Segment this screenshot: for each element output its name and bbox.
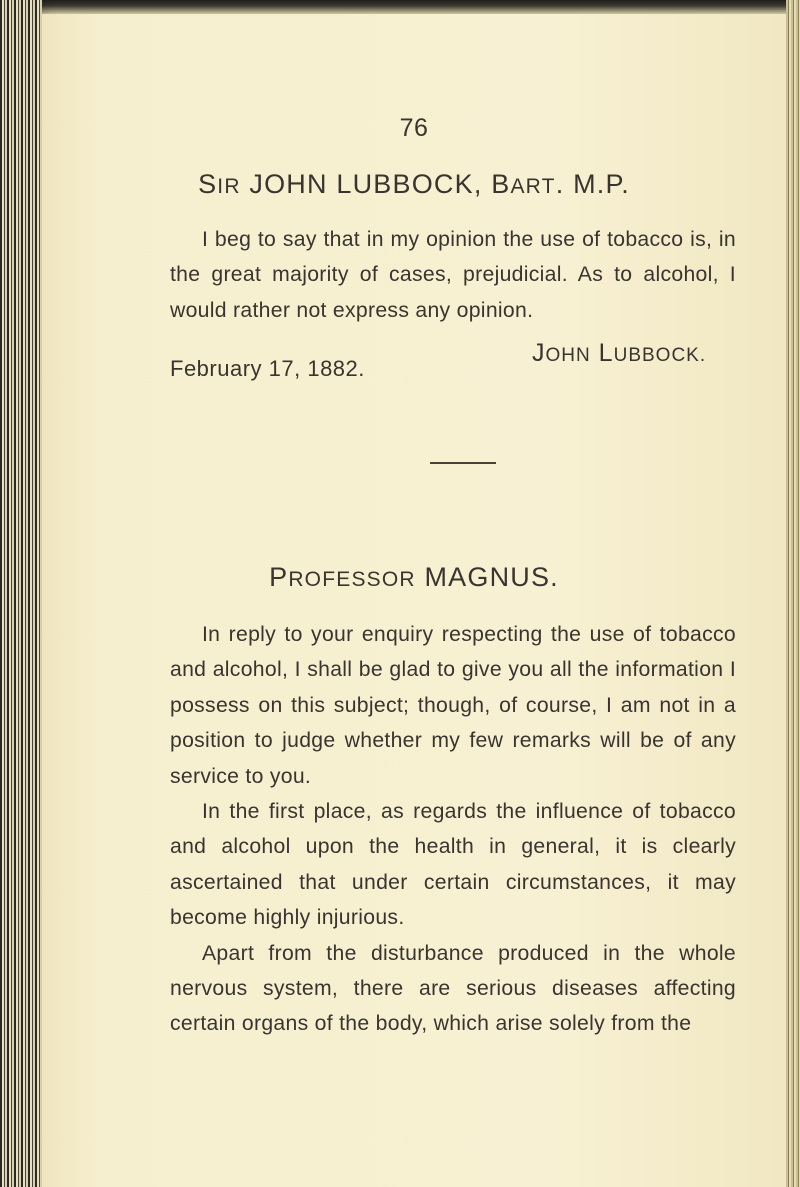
heading-title-smallcaps: IR	[217, 175, 241, 198]
letter-heading-magnus	[42, 562, 786, 593]
paragraph: I beg to say that in my opinion the use of tobacco is, in the great majority of cases, prejudicial. As to alcohol, I would rather not express any opinion.	[170, 228, 736, 322]
signature-first-initial: J	[532, 339, 546, 367]
section-divider	[430, 462, 496, 464]
letter-date: February 17, 1882.	[170, 356, 365, 381]
heading-name: JOHN LUBBOCK,	[240, 169, 492, 199]
heading-suffix-initial: B	[491, 169, 511, 199]
heading-name: MAGNUS.	[415, 562, 559, 592]
letter-body-lubbock	[170, 222, 736, 328]
signature-lubbock	[532, 339, 706, 368]
paragraph: In reply to your enquiry respecting the use of tobacco and alcohol, I shall be glad to give you all the information I possess on this subject; though, of course, I am not in a position to judge whether my few remarks will be of any service to you.	[170, 623, 736, 788]
heading-suffix-end: . M.P.	[555, 169, 630, 199]
heading-title-initial: S	[198, 169, 218, 199]
paragraph: Apart from the disturbance produced in the whole nervous system, there are serious diseases affecting certain organs of the body, which arise solely from the	[170, 941, 736, 1036]
page-number: 76	[399, 114, 429, 142]
heading-title-initial: P	[269, 562, 289, 592]
signature-first-smallcaps: OHN	[545, 345, 591, 366]
paragraph: In the first place, as regards the influence of tobacco and alcohol upon the health in general, it is clearly ascertained that under certain circumstances, it may become highly injurious.	[170, 800, 736, 930]
signature-last-initial: L	[590, 339, 614, 367]
letter-body-magnus	[170, 617, 736, 1042]
book-page	[42, 14, 786, 1187]
book-page-edges	[786, 0, 800, 1187]
signature-last-smallcaps: UBBOCK.	[613, 345, 707, 366]
letter-heading-lubbock	[42, 169, 786, 200]
heading-suffix-smallcaps: ART	[510, 175, 556, 198]
book-top-edge	[0, 0, 800, 14]
heading-title-smallcaps: ROFESSOR	[288, 568, 416, 591]
book-spine-edge	[0, 0, 42, 1187]
